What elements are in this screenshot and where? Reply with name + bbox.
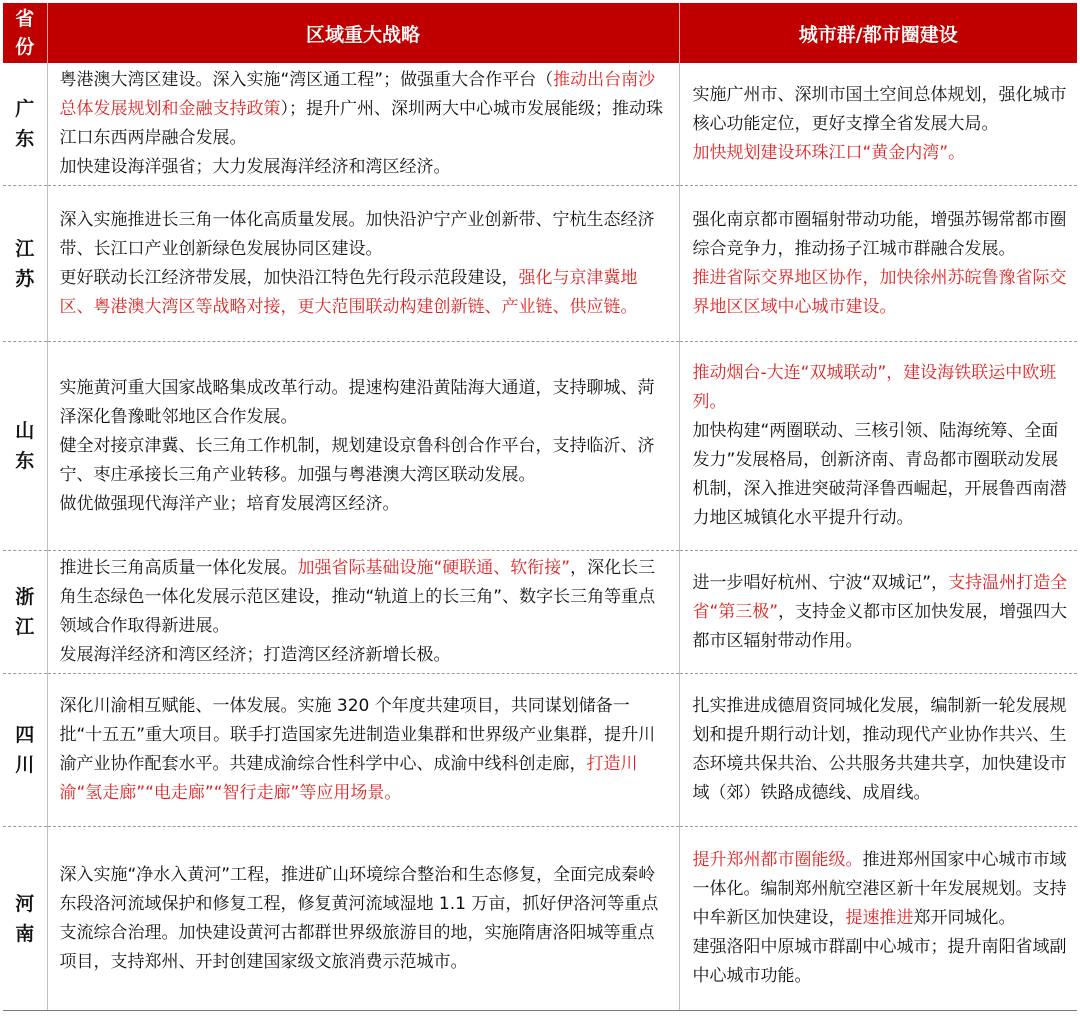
highlight-text: 提速推进 xyxy=(845,908,914,928)
body-text: 更好联动长江经济带发展，加快沿江特色先行段示范段建设， xyxy=(59,267,519,288)
header-province-char: 省 xyxy=(15,8,35,30)
table-row xyxy=(3,342,1077,551)
city-cluster-cell xyxy=(679,63,1077,186)
body-text: 深入实施推进长三角一体化高质量发展。加快沿沪宁产业创新带、宁杭生态经济带、长江口产业创新绿色发展协同区建设。 xyxy=(59,209,655,259)
regional-strategy-cell xyxy=(47,186,679,342)
table-row xyxy=(3,827,1077,1011)
cell-paragraph xyxy=(693,569,1072,656)
body-text: 推进长三角高质量一体化发展。 xyxy=(59,558,298,578)
table-row xyxy=(3,551,1077,674)
province-char: 广 xyxy=(15,98,35,120)
cell-paragraph xyxy=(60,861,671,977)
highlight-text: 支持温州打造全省“第三极” xyxy=(692,572,1068,622)
body-text: 加快构建“两圈联动、三核引领、陆海统筹、全面发力”发展格局，创新济南、青岛都市圈联动发展机制，深入推进突破菏泽鲁西崛起，开展鲁西南潜力地区城镇化水平提升行动。 xyxy=(692,421,1067,528)
city-cluster-cell xyxy=(679,551,1077,674)
province-char: 河 xyxy=(15,892,35,915)
highlight-text: 加强省际基础设施“硬联通、软衔接” xyxy=(297,558,571,578)
body-text: 推进郑州国家中心城市市域一体化。编制郑州航空港区新十年发展规划。支持中牟新区加快建设， xyxy=(692,850,1067,928)
city-cluster-cell xyxy=(679,186,1077,342)
cell-paragraph xyxy=(60,692,671,808)
body-text: ）；提升广州、深圳两大中心城市发展能级；推动珠江口东西两岸融合发展。 xyxy=(59,99,663,148)
body-text: 实施广州市、深圳市国土空间总体规划，强化城市核心功能定位，更好支撑全省发展大局。 xyxy=(692,84,1067,134)
body-text: 健全对接京津冀、长三角工作机制，规划建设京鲁科创合作平台，支持临沂、济宁、枣庄承接长三角产业转移。加强与粤港澳大湾区联动发展。 xyxy=(59,435,655,485)
highlight-text: 推动烟台-大连“双城联动”，建设海铁联运中欧班列。 xyxy=(692,363,1057,412)
highlight-text: 强化与京津冀地区、粤港澳大湾区等战略对接，更大范围联动构建创新链、产业链、供应链。 xyxy=(59,267,638,317)
province-char: 东 xyxy=(15,450,35,472)
province-char: 江 xyxy=(15,616,35,638)
province-cell xyxy=(3,827,47,1011)
highlight-text: 推进省际交界地区协作，加快徐州苏皖鲁豫省际交界地区区域中心城市建设。 xyxy=(692,267,1067,317)
province-char: 川 xyxy=(15,754,35,776)
table-row xyxy=(3,186,1077,342)
province-char: 南 xyxy=(15,922,35,945)
body-text: 扎实推进成德眉资同城化发展，编制新一轮发展规划和提升期行动计划，推动现代产业协作共兴、生态环境共保共治、公共服务共建共享，加快建设市域（郊）铁路成德线、成眉线。 xyxy=(692,696,1067,803)
body-text: 进一步唱好杭州、宁波“双城记”， xyxy=(692,572,949,593)
province-cell xyxy=(3,186,47,342)
body-text: 发展海洋经济和湾区经济；打造湾区经济新增长极。 xyxy=(59,645,451,665)
province-char: 山 xyxy=(15,420,35,442)
cell-paragraph xyxy=(693,139,1072,168)
regional-strategy-cell xyxy=(47,63,679,186)
province-char: 四 xyxy=(15,724,35,746)
cell-paragraph xyxy=(693,206,1072,264)
province-cell xyxy=(3,342,47,551)
city-cluster-cell xyxy=(679,827,1077,1011)
cell-paragraph xyxy=(60,641,671,670)
regional-strategy-cell xyxy=(47,551,679,674)
city-cluster-cell xyxy=(679,674,1077,827)
header-regional-strategy: 区域重大战略 xyxy=(47,3,679,63)
cell-paragraph xyxy=(693,417,1072,533)
body-text: ，深化长三角生态绿色一体化发展示范区建设，推动“轨道上的长三角”、数字长三角等重点领域合作取得新进展。 xyxy=(59,558,656,636)
table-row xyxy=(3,674,1077,827)
cell-paragraph xyxy=(60,374,671,432)
cell-paragraph xyxy=(693,933,1072,991)
cell-paragraph xyxy=(693,359,1072,417)
body-text: 深化川渝相互赋能、一体发展。实施 320 个年度共建项目，共同谋划储备一批“十五五”重大项目。联手打造国家先进制造业集群和世界级产业集群，提升川渝产业协作配套水平。共建成渝综合性科学中心、成渝中线科创走廊， xyxy=(59,696,656,774)
header-city-cluster: 城市群/都市圈建设 xyxy=(679,3,1077,63)
body-text: 做优做强现代海洋产业；培育发展湾区经济。 xyxy=(59,493,400,514)
body-text: 建强洛阳中原城市群副中心城市；提升南阳省域副中心城市功能。 xyxy=(692,937,1067,986)
highlight-text: 加快规划建设环珠江口“黄金内湾”。 xyxy=(692,142,966,163)
province-char: 浙 xyxy=(15,586,35,608)
table-header-row xyxy=(3,3,1077,63)
cell-paragraph xyxy=(60,66,671,153)
header-province xyxy=(3,3,47,63)
cell-paragraph xyxy=(60,264,671,322)
cell-paragraph xyxy=(693,846,1072,933)
cell-paragraph xyxy=(60,206,671,264)
regional-strategy-cell xyxy=(47,342,679,551)
header-province-char: 份 xyxy=(15,36,35,58)
regional-strategy-cell xyxy=(47,827,679,1011)
highlight-text: 提升郑州都市圈能级。 xyxy=(692,850,863,870)
cell-paragraph xyxy=(60,554,671,641)
body-text: 粤港澳大湾区建设。深入实施“湾区通工程”；做强重大合作平台（ xyxy=(59,70,554,90)
province-char: 东 xyxy=(15,128,35,150)
regional-strategy-cell xyxy=(47,674,679,827)
province-cell xyxy=(3,674,47,827)
table-row xyxy=(3,63,1077,186)
city-cluster-cell xyxy=(679,342,1077,551)
body-text: ，支持金义都市区加快发展，增强四大都市区辐射带动作用。 xyxy=(692,601,1068,651)
body-text: 强化南京都市圈辐射带动功能，增强苏锡常都市圈综合竞争力，推动扬子江城市群融合发展。 xyxy=(692,209,1067,259)
province-char: 苏 xyxy=(15,267,35,290)
highlight-text: 打造川渝“氢走廊”“电走廊”“智行走廊”等应用场景。 xyxy=(59,754,638,803)
body-text: 实施黄河重大国家战略集成改革行动。提速构建沿黄陆海大通道，支持聊城、菏泽深化鲁豫毗邻地区合作发展。 xyxy=(59,377,655,427)
body-text: 加快建设海洋强省；大力发展海洋经济和湾区经济。 xyxy=(59,157,451,177)
province-char: 江 xyxy=(15,237,35,260)
cell-paragraph xyxy=(60,153,671,182)
cell-paragraph xyxy=(693,81,1072,139)
cell-paragraph xyxy=(60,432,671,490)
province-cell xyxy=(3,63,47,186)
highlight-text: 推动出台南沙总体发展规划和金融支持政策 xyxy=(59,70,656,119)
body-text: 郑开同城化。 xyxy=(913,908,1016,928)
province-cell xyxy=(3,551,47,674)
cell-paragraph xyxy=(60,490,671,519)
cell-paragraph xyxy=(693,264,1072,322)
policy-table xyxy=(3,3,1077,1011)
cell-paragraph xyxy=(693,692,1072,808)
body-text: 深入实施“净水入黄河”工程，推进矿山环境综合整治和生态修复，全面完成秦岭东段洛河流域保护和修复工程，修复黄河流域湿地 1.1 万亩，抓好伊洛河等重点支流综合治理。加快建设黄河古都群世界级旅游目的地，实施隋唐洛阳城等重点项目，支持郑州、开封创建国家级文旅消费示范城市。 xyxy=(59,864,659,972)
